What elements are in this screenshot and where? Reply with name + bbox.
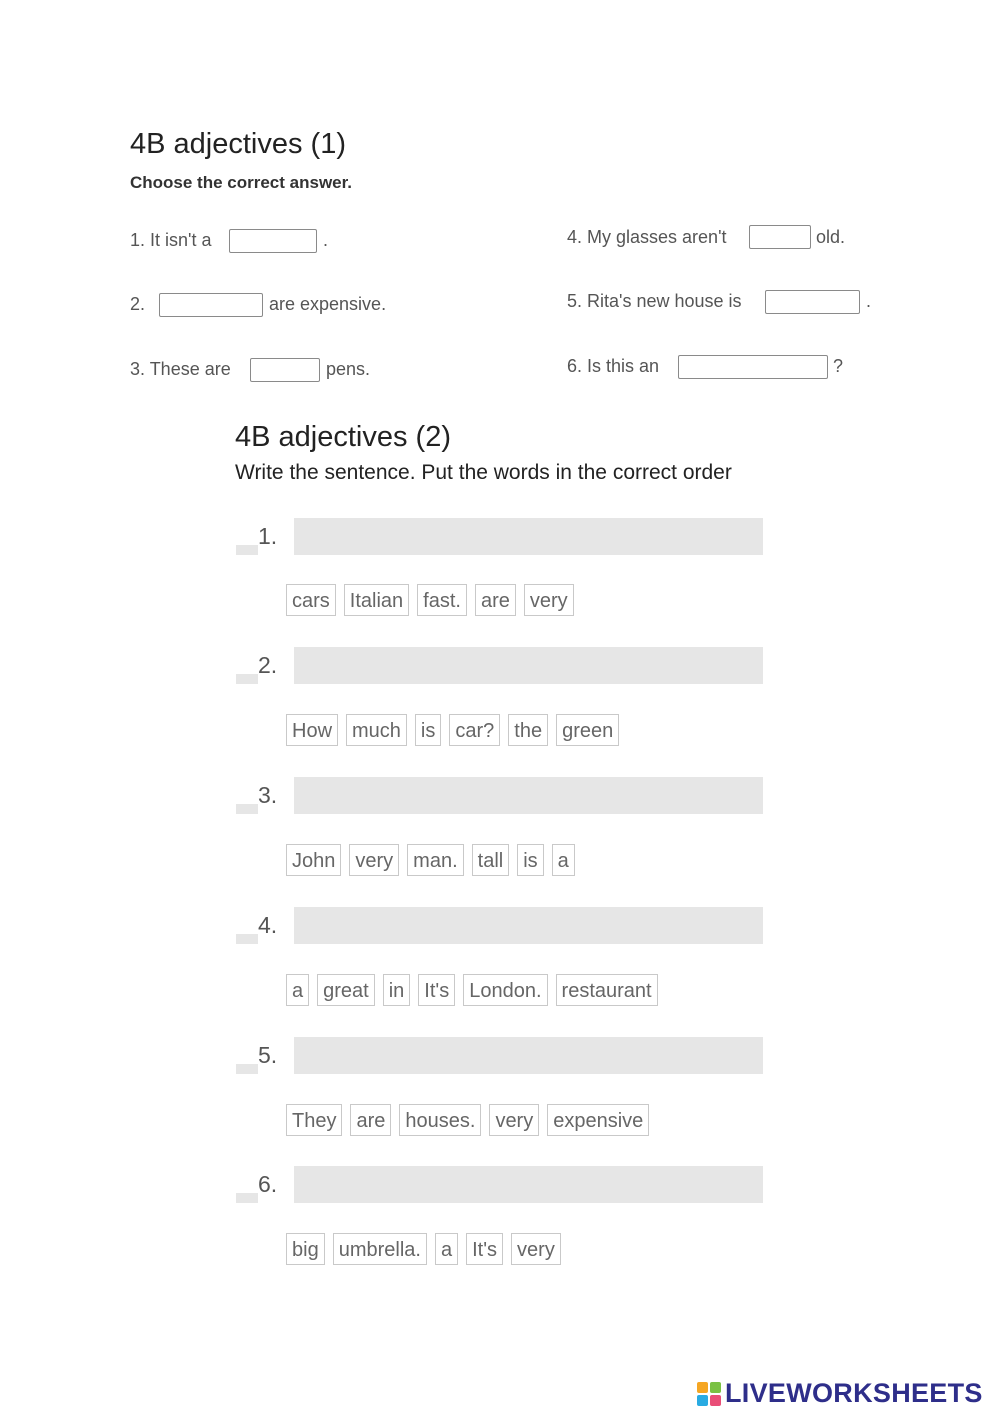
word-chip[interactable]: houses. — [399, 1104, 481, 1136]
item-number: 3. — [258, 777, 294, 814]
q5-answer-dropdown[interactable] — [765, 290, 860, 314]
q5-text-after: . — [866, 291, 872, 311]
q4-text-after: old. — [816, 227, 846, 247]
item-number: 1. — [258, 518, 294, 555]
item-number: 2. — [258, 647, 294, 684]
q1-text-before: 1. It isn't a — [130, 230, 212, 250]
word-chip[interactable]: tall — [472, 844, 510, 876]
word-bank-5 — [286, 1104, 649, 1136]
word-chip[interactable]: cars — [286, 584, 336, 616]
word-chip[interactable]: is — [415, 714, 441, 746]
word-chip[interactable]: They — [286, 1104, 342, 1136]
answer-area-5 — [236, 1037, 763, 1074]
word-bank-3 — [286, 844, 575, 876]
word-chip[interactable]: is — [517, 844, 543, 876]
word-bank-1 — [286, 584, 574, 616]
q6-text-before: 6. Is this an — [567, 356, 660, 376]
item-number: 5. — [258, 1037, 294, 1074]
word-chip[interactable]: much — [346, 714, 407, 746]
liveworksheets-logo — [697, 1378, 983, 1409]
answer-area-1 — [236, 518, 763, 555]
word-chip[interactable]: fast. — [417, 584, 467, 616]
word-chip[interactable]: big — [286, 1233, 325, 1265]
word-chip[interactable]: London. — [463, 974, 547, 1006]
q1-answer-dropdown[interactable] — [229, 229, 317, 253]
section1-title: 4B adjectives (1) — [130, 128, 346, 160]
word-chip[interactable]: It's — [466, 1233, 503, 1265]
word-chip[interactable]: John — [286, 844, 341, 876]
word-chip[interactable]: green — [556, 714, 619, 746]
q4-answer-dropdown[interactable] — [749, 225, 811, 249]
word-chip[interactable]: are — [475, 584, 516, 616]
word-chip[interactable]: umbrella. — [333, 1233, 427, 1265]
word-bank-2 — [286, 714, 619, 746]
answer-drop-zone-5[interactable] — [294, 1037, 763, 1074]
word-bank-4 — [286, 974, 658, 1006]
q1-text-after: . — [323, 230, 329, 250]
answer-drop-zone-1[interactable] — [294, 518, 763, 555]
word-chip[interactable]: a — [552, 844, 575, 876]
word-chip[interactable]: very — [349, 844, 399, 876]
word-chip[interactable]: very — [511, 1233, 561, 1265]
answer-area-6 — [236, 1166, 763, 1203]
word-chip[interactable]: great — [317, 974, 375, 1006]
q2-text-after: are expensive. — [269, 294, 387, 314]
word-chip[interactable]: very — [524, 584, 574, 616]
q4-text-before: 4. My glasses aren't — [567, 227, 727, 247]
answer-drop-zone-6[interactable] — [294, 1166, 763, 1203]
word-chip[interactable]: expensive — [547, 1104, 649, 1136]
answer-area-2 — [236, 647, 763, 684]
word-chip[interactable]: restaurant — [556, 974, 658, 1006]
word-chip[interactable]: It's — [418, 974, 455, 1006]
word-chip[interactable]: car? — [449, 714, 500, 746]
word-chip[interactable]: man. — [407, 844, 463, 876]
q2-text-before: 2. — [130, 294, 146, 314]
answer-drop-zone-4[interactable] — [294, 907, 763, 944]
answer-area-4 — [236, 907, 763, 944]
q6-text-after: ? — [833, 356, 844, 376]
word-bank-6 — [286, 1233, 561, 1265]
q3-text-before: 3. These are — [130, 359, 231, 379]
section2-instruction: Write the sentence. Put the words in the correct order — [235, 461, 732, 484]
q5-text-before: 5. Rita's new house is — [567, 291, 742, 311]
section2-title: 4B adjectives (2) — [235, 421, 451, 453]
word-chip[interactable]: are — [350, 1104, 391, 1136]
item-number: 6. — [258, 1166, 294, 1203]
item-number: 4. — [258, 907, 294, 944]
answer-drop-zone-3[interactable] — [294, 777, 763, 814]
q3-text-after: pens. — [326, 359, 371, 379]
word-chip[interactable]: a — [435, 1233, 458, 1265]
word-chip[interactable]: a — [286, 974, 309, 1006]
word-chip[interactable]: How — [286, 714, 338, 746]
q3-answer-dropdown[interactable] — [250, 358, 320, 382]
word-chip[interactable]: the — [508, 714, 548, 746]
q6-answer-dropdown[interactable] — [678, 355, 828, 379]
word-chip[interactable]: Italian — [344, 584, 409, 616]
liveworksheets-logo-icon — [697, 1382, 721, 1406]
logo-text: LIVEWORKSHEETS — [725, 1378, 983, 1408]
q2-answer-dropdown[interactable] — [159, 293, 263, 317]
word-chip[interactable]: in — [383, 974, 411, 1006]
answer-drop-zone-2[interactable] — [294, 647, 763, 684]
section1-instruction: Choose the correct answer. — [130, 173, 353, 192]
answer-area-3 — [236, 777, 763, 814]
word-chip[interactable]: very — [489, 1104, 539, 1136]
